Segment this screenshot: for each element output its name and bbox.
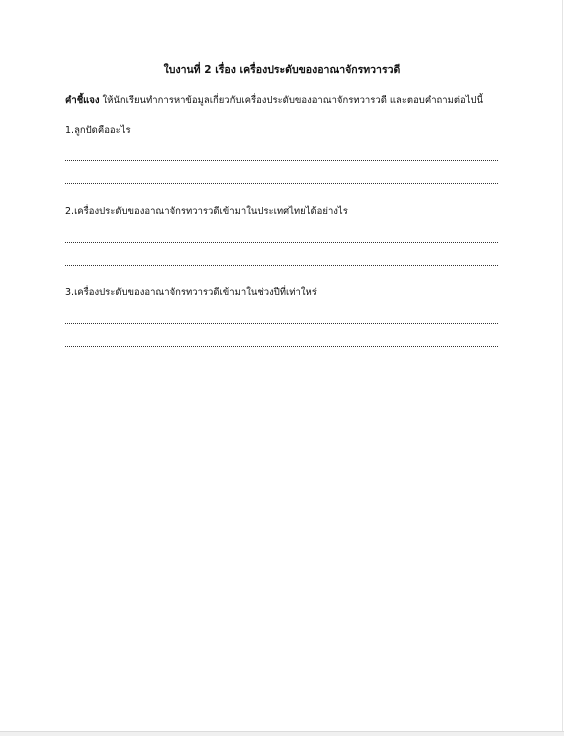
answer-line [65, 183, 498, 184]
answer-line [65, 160, 498, 161]
answer-line [65, 242, 498, 243]
question-2: 2.เครื่องประดับของอาณาจักรทวารวดีเข้ามาในประเทศไทยได้อย่างไร [65, 206, 348, 217]
instruction-paragraph [65, 94, 483, 107]
instruction-label: คำชี้แจง [65, 95, 100, 106]
worksheet-title: ใบงานที่ 2 เรื่อง เครื่องประดับของอาณาจักรทวารวดี [163, 64, 401, 76]
question-1: 1.ลูกปัดคืออะไร [65, 125, 131, 136]
bottom-scroll-strip [0, 731, 564, 736]
answer-line [65, 265, 498, 266]
answer-line [65, 323, 498, 324]
question-3: 3.เครื่องประดับของอาณาจักรทวารวดีเข้ามาในช่วงปีที่เท่าใหร่ [65, 287, 317, 298]
answer-line [65, 346, 498, 347]
instruction-text: ให้นักเรียนทำการหาข้อมูลเกี่ยวกับเครื่องประดับของอาณาจักรทวารวดี และตอบคำถามต่อไปนี้ [99, 95, 484, 106]
